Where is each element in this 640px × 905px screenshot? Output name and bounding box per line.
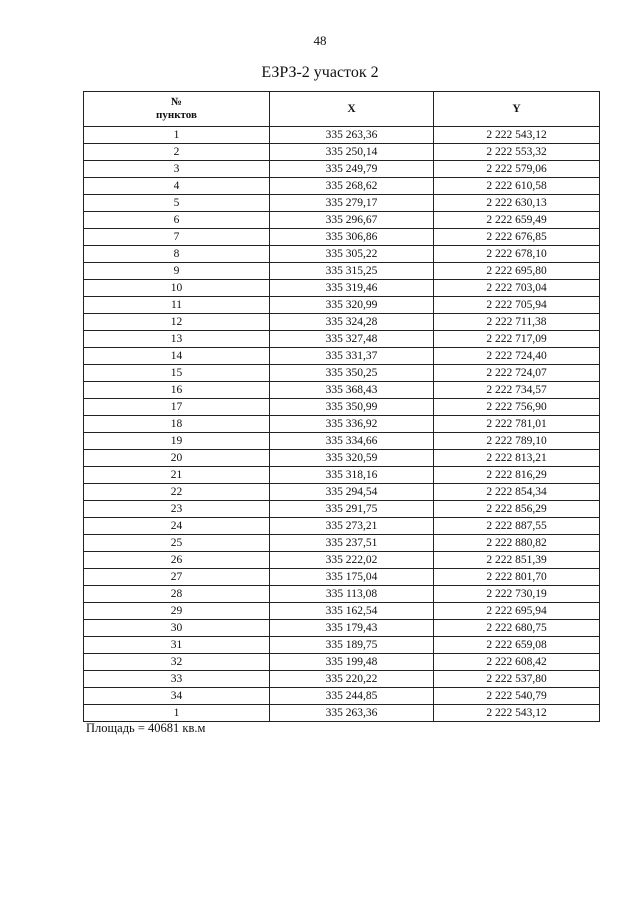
point-number-cell: 16: [84, 382, 270, 399]
x-coordinate-cell: 335 331,37: [270, 348, 434, 365]
table-row: [84, 671, 600, 688]
y-coordinate-cell: 2 222 734,57: [434, 382, 600, 399]
point-number-cell: 24: [84, 518, 270, 535]
y-coordinate-cell: 2 222 781,01: [434, 416, 600, 433]
table-row: [84, 280, 600, 297]
table-row: [84, 416, 600, 433]
x-coordinate-cell: 335 368,43: [270, 382, 434, 399]
point-number-cell: 22: [84, 484, 270, 501]
point-number-cell: 14: [84, 348, 270, 365]
point-number-cell: 18: [84, 416, 270, 433]
y-coordinate-cell: 2 222 610,58: [434, 178, 600, 195]
header-x: X: [270, 92, 434, 127]
table-row: [84, 705, 600, 722]
point-number-cell: 25: [84, 535, 270, 552]
x-coordinate-cell: 335 327,48: [270, 331, 434, 348]
y-coordinate-cell: 2 222 730,19: [434, 586, 600, 603]
table-row: [84, 195, 600, 212]
x-coordinate-cell: 335 113,08: [270, 586, 434, 603]
x-coordinate-cell: 335 189,75: [270, 637, 434, 654]
area-total: Площадь = 40681 кв.м: [86, 721, 206, 735]
table-row: [84, 484, 600, 501]
table-row: [84, 535, 600, 552]
point-number-cell: 4: [84, 178, 270, 195]
table-row: [84, 178, 600, 195]
point-number-cell: 8: [84, 246, 270, 263]
x-coordinate-cell: 335 291,75: [270, 501, 434, 518]
point-number-cell: 12: [84, 314, 270, 331]
y-coordinate-cell: 2 222 813,21: [434, 450, 600, 467]
x-coordinate-cell: 335 279,17: [270, 195, 434, 212]
x-coordinate-cell: 335 350,99: [270, 399, 434, 416]
point-number-cell: 34: [84, 688, 270, 705]
table-row: [84, 229, 600, 246]
y-coordinate-cell: 2 222 678,10: [434, 246, 600, 263]
table-row: [84, 365, 600, 382]
point-number-cell: 32: [84, 654, 270, 671]
point-number-cell: 6: [84, 212, 270, 229]
x-coordinate-cell: 335 320,59: [270, 450, 434, 467]
table-header-row: [84, 92, 600, 127]
point-number-cell: 21: [84, 467, 270, 484]
point-number-cell: 27: [84, 569, 270, 586]
y-coordinate-cell: 2 222 537,80: [434, 671, 600, 688]
x-coordinate-cell: 335 244,85: [270, 688, 434, 705]
x-coordinate-cell: 335 294,54: [270, 484, 434, 501]
x-coordinate-cell: 335 250,14: [270, 144, 434, 161]
x-coordinate-cell: 335 319,46: [270, 280, 434, 297]
x-coordinate-cell: 335 318,16: [270, 467, 434, 484]
y-coordinate-cell: 2 222 659,08: [434, 637, 600, 654]
point-number-cell: 23: [84, 501, 270, 518]
point-number-cell: 11: [84, 297, 270, 314]
table-row: [84, 637, 600, 654]
x-coordinate-cell: 335 175,04: [270, 569, 434, 586]
table-body: [84, 127, 600, 722]
y-coordinate-cell: 2 222 724,40: [434, 348, 600, 365]
table-row: [84, 144, 600, 161]
x-coordinate-cell: 335 263,36: [270, 127, 434, 144]
y-coordinate-cell: 2 222 756,90: [434, 399, 600, 416]
x-coordinate-cell: 335 162,54: [270, 603, 434, 620]
table-row: [84, 467, 600, 484]
point-number-cell: 15: [84, 365, 270, 382]
point-number-cell: 2: [84, 144, 270, 161]
x-coordinate-cell: 335 320,99: [270, 297, 434, 314]
y-coordinate-cell: 2 222 540,79: [434, 688, 600, 705]
y-coordinate-cell: 2 222 705,94: [434, 297, 600, 314]
x-coordinate-cell: 335 334,66: [270, 433, 434, 450]
table-row: [84, 603, 600, 620]
x-coordinate-cell: 335 315,25: [270, 263, 434, 280]
x-coordinate-cell: 335 220,22: [270, 671, 434, 688]
point-number-cell: 26: [84, 552, 270, 569]
x-coordinate-cell: 335 305,22: [270, 246, 434, 263]
coordinates-table: [83, 91, 600, 722]
x-coordinate-cell: 335 179,43: [270, 620, 434, 637]
x-coordinate-cell: 335 306,86: [270, 229, 434, 246]
y-coordinate-cell: 2 222 703,04: [434, 280, 600, 297]
y-coordinate-cell: 2 222 851,39: [434, 552, 600, 569]
y-coordinate-cell: 2 222 543,12: [434, 127, 600, 144]
x-coordinate-cell: 335 324,28: [270, 314, 434, 331]
y-coordinate-cell: 2 222 695,94: [434, 603, 600, 620]
header-point-number: [84, 92, 270, 127]
document-title: ЕЗРЗ-2 участок 2: [261, 64, 379, 81]
x-coordinate-cell: 335 237,51: [270, 535, 434, 552]
x-coordinate-cell: 335 268,62: [270, 178, 434, 195]
y-coordinate-cell: 2 222 579,06: [434, 161, 600, 178]
table-row: [84, 246, 600, 263]
x-coordinate-cell: 335 350,25: [270, 365, 434, 382]
y-coordinate-cell: 2 222 789,10: [434, 433, 600, 450]
table-row: [84, 314, 600, 331]
y-coordinate-cell: 2 222 854,34: [434, 484, 600, 501]
point-number-cell: 3: [84, 161, 270, 178]
table-row: [84, 161, 600, 178]
point-number-cell: 5: [84, 195, 270, 212]
point-number-cell: 33: [84, 671, 270, 688]
table-row: [84, 586, 600, 603]
y-coordinate-cell: 2 222 659,49: [434, 212, 600, 229]
point-number-cell: 29: [84, 603, 270, 620]
x-coordinate-cell: 335 199,48: [270, 654, 434, 671]
x-coordinate-cell: 335 336,92: [270, 416, 434, 433]
y-coordinate-cell: 2 222 630,13: [434, 195, 600, 212]
y-coordinate-cell: 2 222 676,85: [434, 229, 600, 246]
y-coordinate-cell: 2 222 717,09: [434, 331, 600, 348]
y-coordinate-cell: 2 222 711,38: [434, 314, 600, 331]
point-number-cell: 20: [84, 450, 270, 467]
table-row: [84, 127, 600, 144]
x-coordinate-cell: 335 273,21: [270, 518, 434, 535]
table-row: [84, 620, 600, 637]
table-row: [84, 433, 600, 450]
table-row: [84, 212, 600, 229]
x-coordinate-cell: 335 263,36: [270, 705, 434, 722]
table-row: [84, 399, 600, 416]
y-coordinate-cell: 2 222 543,12: [434, 705, 600, 722]
point-number-cell: 10: [84, 280, 270, 297]
x-coordinate-cell: 335 296,67: [270, 212, 434, 229]
table-row: [84, 518, 600, 535]
page-number: 48: [313, 33, 327, 48]
y-coordinate-cell: 2 222 801,70: [434, 569, 600, 586]
table-row: [84, 688, 600, 705]
table-row: [84, 450, 600, 467]
table-row: [84, 569, 600, 586]
x-coordinate-cell: 335 249,79: [270, 161, 434, 178]
y-coordinate-cell: 2 222 608,42: [434, 654, 600, 671]
y-coordinate-cell: 2 222 816,29: [434, 467, 600, 484]
table-row: [84, 263, 600, 280]
table-row: [84, 297, 600, 314]
table-row: [84, 552, 600, 569]
y-coordinate-cell: 2 222 724,07: [434, 365, 600, 382]
point-number-cell: 30: [84, 620, 270, 637]
point-number-cell: 31: [84, 637, 270, 654]
point-number-cell: 28: [84, 586, 270, 603]
point-number-cell: 17: [84, 399, 270, 416]
table-row: [84, 348, 600, 365]
point-number-cell: 1: [84, 127, 270, 144]
y-coordinate-cell: 2 222 887,55: [434, 518, 600, 535]
header-y: Y: [434, 92, 600, 127]
y-coordinate-cell: 2 222 695,80: [434, 263, 600, 280]
x-coordinate-cell: 335 222,02: [270, 552, 434, 569]
point-number-cell: 13: [84, 331, 270, 348]
header-number-sign: №: [170, 96, 183, 108]
y-coordinate-cell: 2 222 680,75: [434, 620, 600, 637]
y-coordinate-cell: 2 222 856,29: [434, 501, 600, 518]
table-row: [84, 654, 600, 671]
point-number-cell: 9: [84, 263, 270, 280]
point-number-cell: 19: [84, 433, 270, 450]
y-coordinate-cell: 2 222 553,32: [434, 144, 600, 161]
y-coordinate-cell: 2 222 880,82: [434, 535, 600, 552]
header-points-label: пунктов: [156, 109, 197, 121]
table-row: [84, 331, 600, 348]
point-number-cell: 7: [84, 229, 270, 246]
table-row: [84, 382, 600, 399]
table-row: [84, 501, 600, 518]
point-number-cell: 1: [84, 705, 270, 722]
